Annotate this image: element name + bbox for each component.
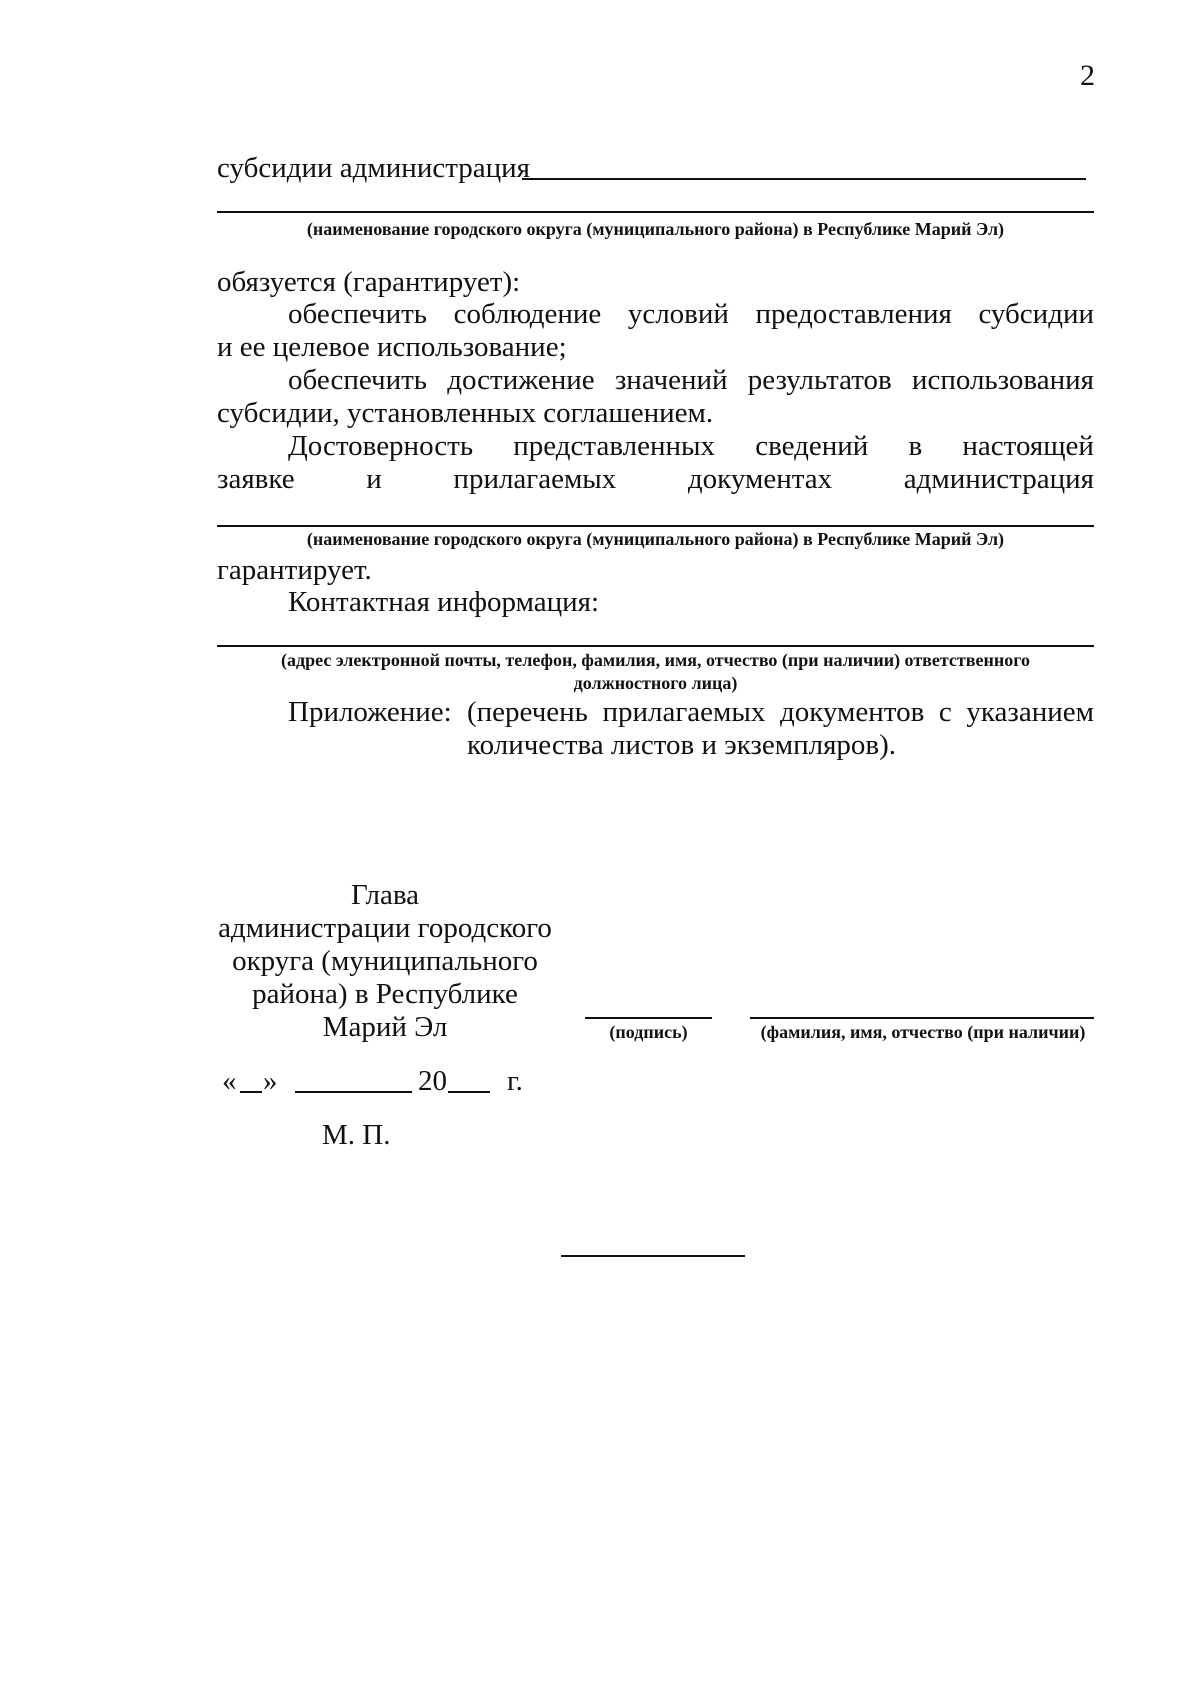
word: обеспечить [288, 364, 428, 396]
word: настоящей [962, 430, 1094, 462]
reliability-line-1 [288, 430, 1094, 462]
signature-blank [585, 1017, 712, 1019]
seal-place: М. П. [322, 1119, 391, 1151]
page-number: 2 [1080, 59, 1095, 92]
word: представленных [513, 430, 715, 462]
attachment-line-1 [467, 696, 1094, 728]
word: значений [614, 364, 728, 396]
word: и [366, 463, 382, 495]
full-name-blank [750, 1017, 1094, 1019]
word: достижение [447, 364, 595, 396]
obligation-1-line-2: и ее целевое использование; [217, 331, 567, 363]
word: администрация [903, 463, 1094, 495]
word: прилагаемых [602, 696, 766, 728]
obligation-2-line-2: субсидии, установленных соглашением. [217, 397, 714, 429]
contact-info-label: Контактная информация: [288, 586, 600, 618]
attachment-line-2: количества листов и экземпляров). [467, 729, 897, 761]
word: предоставления [755, 298, 952, 330]
obligation-1-line-1 [288, 298, 1094, 330]
word: Достоверность [288, 430, 474, 462]
word: сведений [755, 430, 869, 462]
full-name-caption: (фамилия, имя, отчество (при наличии) [760, 1022, 1086, 1042]
end-divider [561, 1255, 745, 1257]
word: результатов [747, 364, 892, 396]
word: соблюдение [453, 298, 602, 330]
contact-info-blank [217, 645, 1094, 647]
word: документах [687, 463, 833, 495]
municipality-caption-1: (наименование городского округа (муниципального района) в Республике Марий Эл) [306, 219, 1005, 239]
word: указанием [966, 696, 1094, 728]
obligation-2-line-1 [288, 364, 1094, 396]
municipality-name-blank-1a [522, 178, 1086, 180]
reliability-line-2 [217, 463, 1094, 495]
date-month-blank [295, 1091, 412, 1093]
date-year-blank [448, 1091, 490, 1093]
attachment-label: Приложение: [288, 696, 452, 728]
date-year-prefix: 20 [418, 1065, 447, 1097]
guarantees-text: гарантирует. [217, 554, 372, 586]
contact-caption-line-2: должностного лица) [573, 673, 738, 693]
word: в [908, 430, 923, 462]
word: субсидии [978, 298, 1094, 330]
signature-caption: (подпись) [609, 1022, 688, 1042]
word: (перечень [467, 696, 588, 728]
word: прилагаемых [453, 463, 617, 495]
date-day-blank [240, 1091, 262, 1093]
subsidy-text: субсидии администрация [217, 152, 530, 184]
signatory-line-2: администрации городского [218, 912, 552, 944]
signatory-line-5: Марий Эл [322, 1011, 448, 1043]
municipality-caption-2: (наименование городского округа (муниципального района) в Республике Марий Эл) [306, 529, 1005, 549]
date-close-quote: » [263, 1065, 278, 1097]
date-year-suffix: г. [507, 1065, 523, 1097]
signatory-line-4: района) в Республике [252, 978, 518, 1010]
word: с [938, 696, 952, 728]
word: заявке [217, 463, 295, 495]
word: обеспечить [288, 298, 428, 330]
signatory-line-1: Глава [350, 879, 420, 911]
date-open-quote: « [222, 1065, 237, 1097]
signatory-line-3: округа (муниципального [232, 945, 538, 977]
signatory-title [210, 879, 560, 1044]
municipality-name-blank-2 [217, 525, 1094, 527]
word: использования [911, 364, 1094, 396]
contact-caption-line-1: (адрес электронной почты, телефон, фамилия, имя, отчество (при наличии) ответственного [281, 650, 1030, 670]
word: условий [627, 298, 729, 330]
obligations-intro: обязуется (гарантирует): [217, 266, 521, 298]
word: документов [779, 696, 925, 728]
municipality-name-blank-1b [217, 211, 1094, 213]
